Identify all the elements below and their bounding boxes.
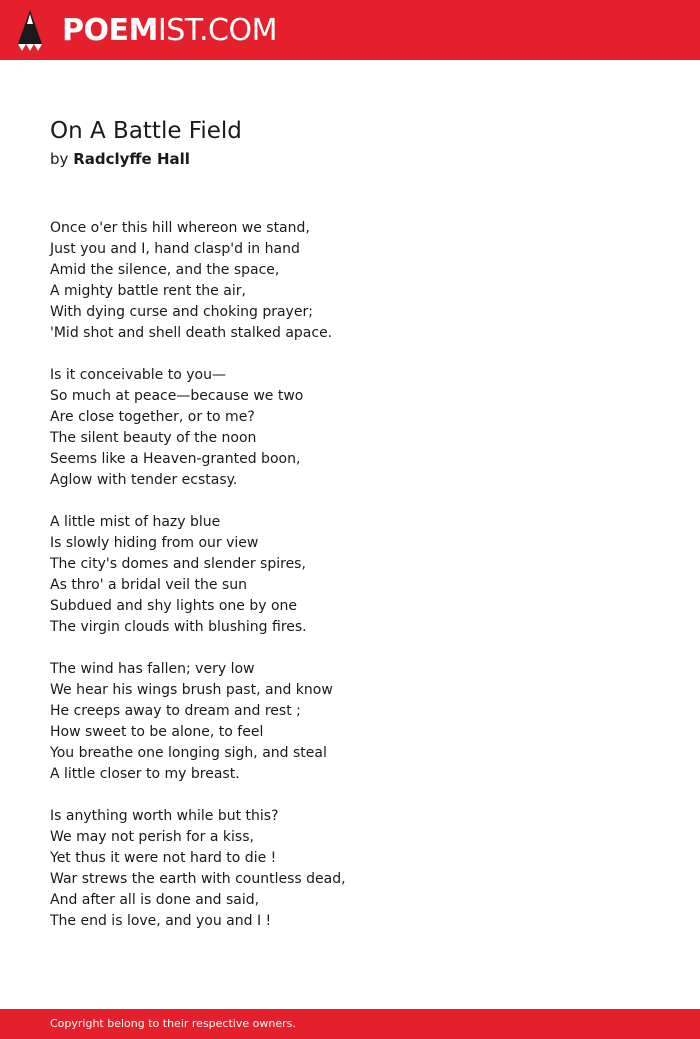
stanza bbox=[50, 659, 650, 785]
poem-line: Is it conceivable to you— bbox=[50, 367, 226, 383]
poem-line: Aglow with tender ecstasy. bbox=[50, 472, 238, 488]
poem-line: Is anything worth while but this? bbox=[50, 808, 279, 824]
poem-line: Seems like a Heaven-granted boon, bbox=[50, 451, 301, 467]
poem-line: The end is love, and you and I ! bbox=[50, 913, 272, 929]
stanza bbox=[50, 218, 650, 344]
poem-line: The wind has fallen; very low bbox=[50, 661, 255, 677]
pen-nib-icon[interactable] bbox=[18, 10, 42, 51]
poem-line: Amid the silence, and the space, bbox=[50, 262, 280, 278]
poem-line: 'Mid shot and shell death stalked apace. bbox=[50, 325, 333, 341]
poem-line: How sweet to be alone, to feel bbox=[50, 724, 264, 740]
site-logo[interactable] bbox=[62, 11, 277, 51]
poem-line: A little closer to my breast. bbox=[50, 766, 240, 782]
poem-line: We may not perish for a kiss, bbox=[50, 829, 254, 845]
poem-line: Once o'er this hill whereon we stand, bbox=[50, 220, 310, 236]
by-label: by bbox=[50, 150, 69, 168]
stanza bbox=[50, 806, 650, 932]
poem-line: He creeps away to dream and rest ; bbox=[50, 703, 301, 719]
poem-line: And after all is done and said, bbox=[50, 892, 260, 908]
poem-line: The silent beauty of the noon bbox=[50, 430, 257, 446]
poem-line: War strews the earth with countless dead, bbox=[50, 871, 346, 887]
logo-light-text: IST.COM bbox=[157, 13, 277, 48]
byline bbox=[50, 148, 190, 170]
poem-line: As thro' a bridal veil the sun bbox=[50, 577, 247, 593]
poem-line: Subdued and shy lights one by one bbox=[50, 598, 297, 614]
poem-line: Are close together, or to me? bbox=[50, 409, 255, 425]
poem-line: With dying curse and choking prayer; bbox=[50, 304, 313, 320]
copyright-text: Copyright belong to their respective owners. bbox=[50, 1017, 296, 1030]
poem-line: So much at peace—because we two bbox=[50, 388, 304, 404]
poem-line: A mighty battle rent the air, bbox=[50, 283, 246, 299]
poem-line: Is slowly hiding from our view bbox=[50, 535, 259, 551]
poem-line: Yet thus it were not hard to die ! bbox=[50, 850, 277, 866]
stanza bbox=[50, 512, 650, 638]
poem-line: The virgin clouds with blushing fires. bbox=[50, 619, 307, 635]
stanza bbox=[50, 365, 650, 491]
footer-bar bbox=[0, 1009, 700, 1039]
poem-line: Just you and I, hand clasp'd in hand bbox=[50, 241, 300, 257]
poem-author: Radclyffe Hall bbox=[73, 150, 190, 168]
poem-line: The city's domes and slender spires, bbox=[50, 556, 306, 572]
poem-line: We hear his wings brush past, and know bbox=[50, 682, 333, 698]
header-bar bbox=[0, 0, 700, 60]
poem-line: You breathe one longing sigh, and steal bbox=[50, 745, 327, 761]
logo-bold-text: POEM bbox=[62, 13, 158, 48]
poem-line: A little mist of hazy blue bbox=[50, 514, 221, 530]
poem-title: On A Battle Field bbox=[50, 118, 242, 144]
poem-body bbox=[50, 218, 650, 953]
